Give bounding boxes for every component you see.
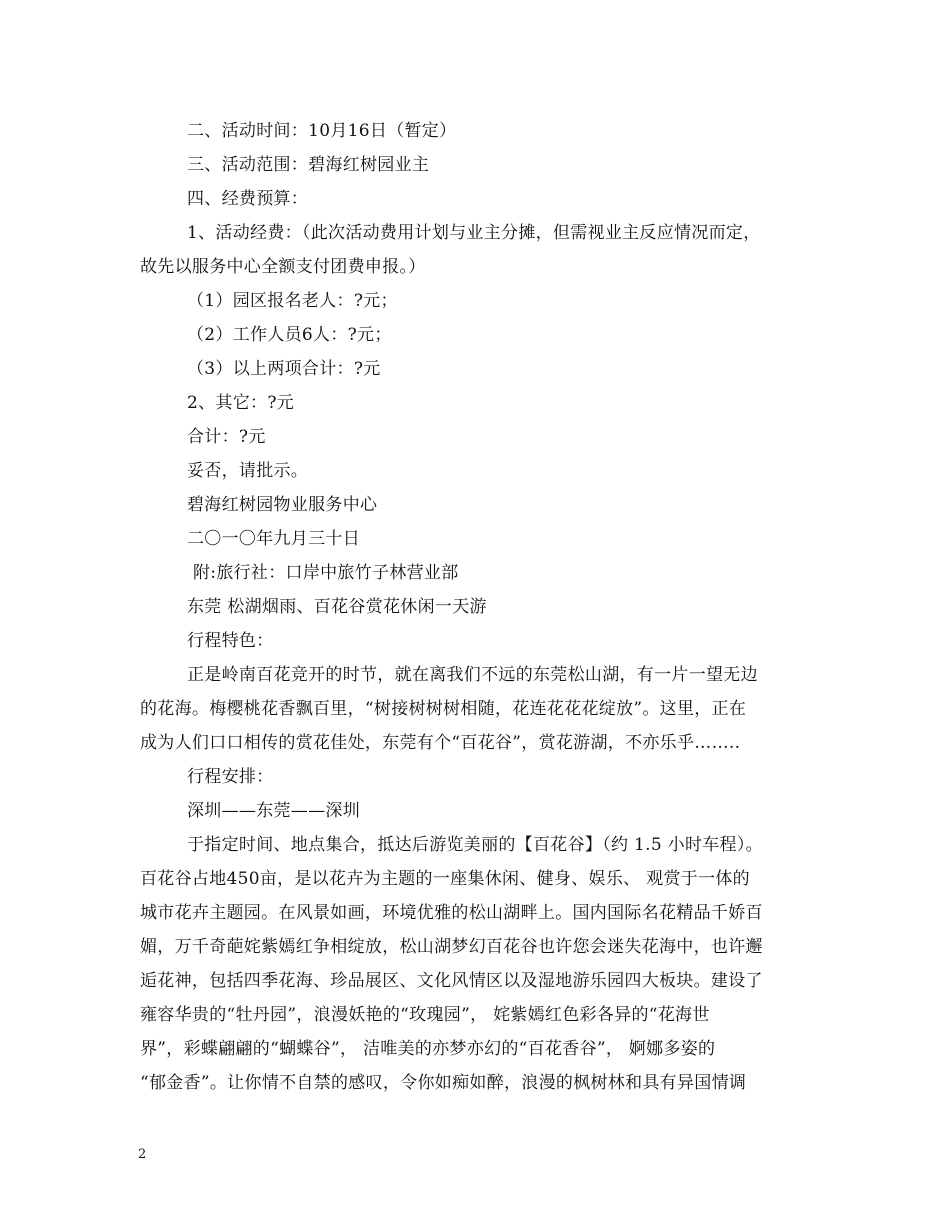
text-line: 深圳——东莞——深圳: [187, 801, 360, 821]
text-line: 2、其它：?元: [187, 393, 295, 413]
text-line: 行程特色：: [187, 631, 274, 651]
text-line: 媚，万千奇葩姹紫嫣红争相绽放，松山湖梦幻百花谷也许您会迷失花海中，也许邂: [140, 937, 763, 957]
text-line: 行程安排：: [187, 767, 274, 787]
text-line: 妥否，请批示。: [187, 461, 309, 481]
text-line: 的花海。梅樱桃花香飘百里，“树接树树树相随，花连花花花绽放”。这里，正在: [140, 699, 747, 719]
text-line: 界”，彩蝶翩翩的“蝴蝶谷”， 洁唯美的亦梦亦幻的“百花香谷”， 婀娜多姿的: [140, 1039, 716, 1059]
text-line: 故先以服务中心全额支付团费申报。）: [140, 257, 426, 277]
text-line: 碧海红树园物业服务中心: [187, 495, 378, 515]
text-line: 合计：?元: [187, 427, 266, 447]
text-line: 东莞 松湖烟雨、百花谷赏花休闲一天游: [187, 597, 487, 617]
text-line: 正是岭南百花竞开的时节，就在离我们不远的东莞松山湖，有一片一望无边: [187, 665, 758, 685]
text-line: 四、经费预算：: [187, 189, 309, 209]
text-line: 二〇一〇年九月三十日: [187, 529, 360, 549]
text-line: 百花谷占地450亩，是以花卉为主题的一座集休闲、健身、娱乐、 观赏于一体的: [140, 869, 750, 889]
text-line: 附:旅行社：口岸中旅竹子林营业部: [193, 563, 459, 583]
text-line: 成为人们口口相传的赏花佳处，东莞有个“百花谷”，赏花游湖，不亦乐乎……..: [140, 733, 741, 753]
text-line: 城市花卉主题园。在风景如画，环境优雅的松山湖畔上。国内国际名花精品千娇百: [140, 903, 763, 923]
text-line: （2）工作人员6人：?元；: [187, 325, 392, 345]
text-line: 1、活动经费：（此次活动费用计划与业主分摊，但需视业主反应情况而定，: [187, 223, 761, 243]
text-line: 三、活动范围：碧海红树园业主: [187, 155, 430, 175]
page-number: 2: [138, 1147, 147, 1162]
text-line: “郁金香”。让你情不自禁的感叹，令你如痴如醉，浪漫的枫树林和具有异国情调: [140, 1073, 747, 1093]
text-line: 雍容华贵的“牡丹园”，浪漫妖艳的“玫瑰园”， 姹紫嫣红色彩各异的“花海世: [140, 1005, 710, 1025]
text-line: 于指定时间、地点集合，抵达后游览美丽的【百花谷】（约 1.5 小时车程）。: [187, 835, 763, 855]
text-line: （1）园区报名老人：?元；: [187, 291, 398, 311]
text-line: （3）以上两项合计：?元: [187, 359, 381, 379]
text-line: 逅花神，包括四季花海、珍品展区、文化风情区以及湿地游乐园四大板块。建设了: [140, 971, 763, 991]
text-line: 二、活动时间：10月16日（暂定）: [187, 121, 457, 141]
